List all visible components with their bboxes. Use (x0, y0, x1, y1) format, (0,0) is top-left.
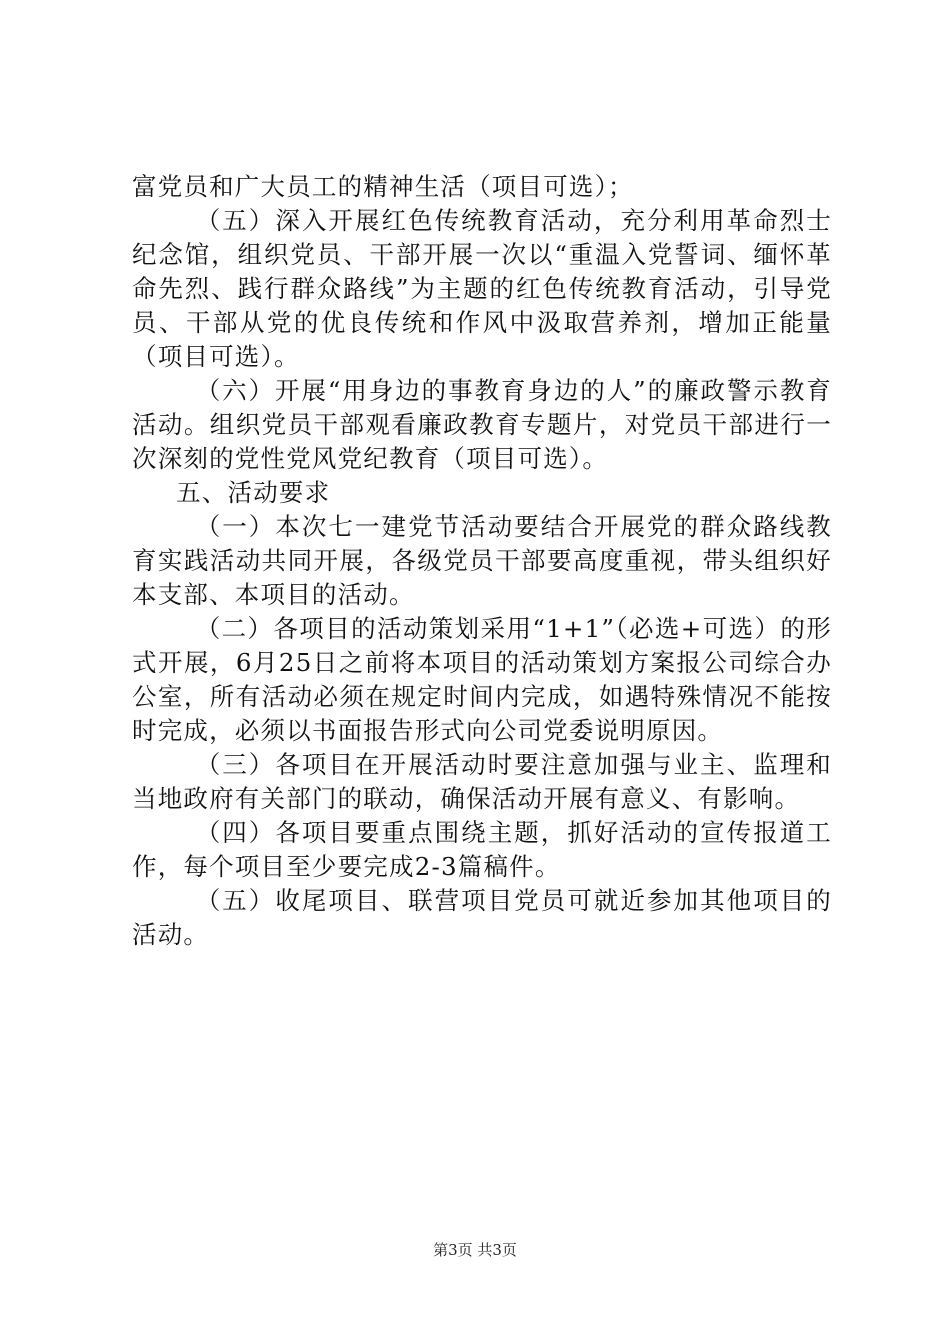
paragraph-requirement-2: （二）各项目的活动策划采用“1+1”（必选+可选）的形式开展，6月25日之前将本项目的活动策划方案报公司综合办公室，所有活动必须在规定时间内完成，如遇特殊情况不能按时完成，必须以书面报告形式向公司党委说明原因。 (132, 614, 832, 745)
paragraph-requirement-3: （三）各项目在开展活动时要注意加强与业主、监理和当地政府有关部门的联动，确保活动开展有意义、有影响。 (132, 750, 832, 813)
paragraph-requirement-4: （四）各项目要重点围绕主题，抓好活动的宣传报道工作，每个项目至少要完成2-3篇稿件。 (132, 818, 832, 881)
page-number-footer: 第3页 共3页 (433, 1241, 517, 1259)
paragraph-requirement-1: （一）本次七一建党节活动要结合开展党的群众路线教育实践活动共同开展，各级党员干部要高度重视，带头组织好本支部、本项目的活动。 (132, 512, 832, 609)
paragraph-item-6-integrity-education: （六）开展“用身边的事教育身边的人”的廉政警示教育活动。组织党员干部观看廉政教育专题片，对党员干部进行一次深刻的党性党风党纪教育（项目可选）。 (132, 376, 832, 473)
section-heading-requirements: 五、活动要求 (176, 478, 331, 507)
paragraph-item-5-red-tradition: （五）深入开展红色传统教育活动，充分利用革命烈士纪念馆，组织党员、干部开展一次以“重温入党誓词、缅怀革命先烈、践行群众路线”为主题的红色传统教育活动，引导党员、干部从党的优良传统和作风中汲取营养剂，增加正能量（项目可选）。 (132, 206, 832, 371)
paragraph-continuation: 富党员和广大员工的精神生活（项目可选）； (132, 172, 634, 201)
paragraph-requirement-5: （五）收尾项目、联营项目党员可就近参加其他项目的活动。 (132, 886, 832, 949)
document-body (132, 170, 832, 952)
